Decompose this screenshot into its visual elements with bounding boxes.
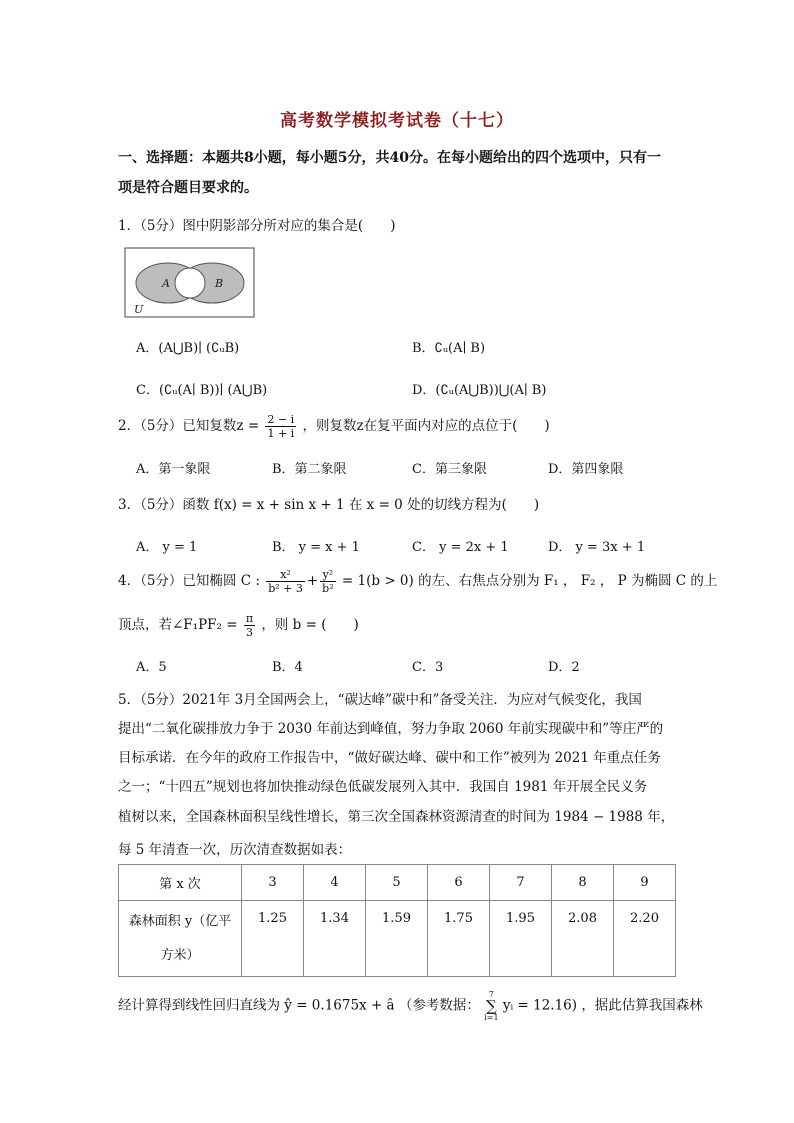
table-row-x <box>119 865 676 901</box>
q2-stem-before: 2．（5分）已知复数z = <box>118 418 260 434</box>
table-cell: 4 <box>304 865 366 901</box>
q2-fraction <box>265 413 296 440</box>
section-heading-line1: 一、选择题：本题共8小题，每小题5分，共40分。在每小题给出的四个选项中，只有一 <box>118 150 661 166</box>
sigma-icon: ∑ <box>486 997 497 1015</box>
q4-stem-line2 <box>118 612 359 639</box>
table-cell: 8 <box>552 865 614 901</box>
q2-stem-after: ，则复数z在复平面内对应的点位于( ) <box>302 418 550 434</box>
table-header-y-line1: 森林面积 y（亿平 <box>128 913 232 929</box>
q4-frac3-den: 3 <box>245 626 253 639</box>
q4-fraction-y <box>320 568 335 595</box>
sum-top: 7 <box>488 990 494 999</box>
table-cell: 9 <box>614 865 676 901</box>
q4-option-c[interactable]: C．3 <box>412 660 444 675</box>
q5-line-5: 植树以来，全国森林面积呈线性增长，第三次全国森林资源清查的时间为 1984 − 1988 年， <box>118 809 675 825</box>
table-cell: 1.34 <box>304 901 366 977</box>
q1-option-d[interactable]: D．(∁ᵤ(A⋃B))⋃(A∣ B) <box>412 383 547 398</box>
q2-stem <box>118 413 550 440</box>
table-header-y <box>119 901 242 977</box>
q4-frac2-num: y² <box>320 568 335 582</box>
table-cell: 1.25 <box>242 901 304 977</box>
table-cell: 2.08 <box>552 901 614 977</box>
q5-last-after: ，据此估算我国森林 <box>581 997 703 1014</box>
venn-diagram <box>124 247 256 319</box>
q4-frac3-num: π <box>245 612 254 625</box>
table-cell: 3 <box>242 865 304 901</box>
q1-stem: 1．（5分）图中阴影部分所对应的集合是( ) <box>118 218 396 234</box>
q5-last-before: 经计算得到线性回归直线为 ŷ = 0.1675x + â （参考数据： <box>118 997 480 1014</box>
summation-sign <box>484 990 498 1022</box>
q4-plus: + <box>306 573 319 589</box>
q3-stem: 3．（5分）函数 f(x) = x + sin x + 1 在 x = 0 处的切线方程为( ) <box>118 497 540 513</box>
table-header-y-line2: 方米） <box>160 947 200 963</box>
label-u: U <box>134 303 144 316</box>
table-header-x: 第 x 次 <box>119 865 242 901</box>
q4-option-d[interactable]: D．2 <box>548 660 580 675</box>
label-b: B <box>215 277 224 290</box>
q5-last-line <box>118 990 703 1022</box>
q2-option-b[interactable]: B．第二象限 <box>272 462 347 477</box>
q5-line-1: 5．（5分）2021年 3月全国两会上，“碳达峰”碳中和”备受关注．为应对气候变化，我国 <box>118 692 642 708</box>
table-cell: 1.59 <box>366 901 428 977</box>
q4-fraction-angle <box>244 612 255 639</box>
q4-line2-before: 顶点，若∠F₁PF₂ = <box>118 617 238 633</box>
table-cell: 1.75 <box>428 901 490 977</box>
q1-option-c[interactable]: C．(∁ᵤ(A∣ B))∣ (A⋃B) <box>136 383 268 398</box>
intersection-unshaded <box>175 268 205 298</box>
q3-option-c[interactable]: C． y = 2x + 1 <box>412 540 509 555</box>
q1-option-a[interactable]: A．(A⋃B)∣ (∁ᵤB) <box>136 341 240 356</box>
table-cell: 2.20 <box>614 901 676 977</box>
table-cell: 5 <box>366 865 428 901</box>
q4-stem-before: 4．（5分）已知椭圆 C : <box>118 573 260 589</box>
q4-fraction-x <box>266 568 305 595</box>
q4-stem-line1 <box>118 568 717 595</box>
sum-bottom: i=1 <box>484 1013 499 1022</box>
q2-option-d[interactable]: D．第四象限 <box>548 462 624 477</box>
q4-frac1-den: b² + 3 <box>268 582 303 595</box>
table-cell: 6 <box>428 865 490 901</box>
q5-sum-expr: yᵢ = 12.16) <box>502 997 578 1014</box>
table-cell: 7 <box>490 865 552 901</box>
q4-option-a[interactable]: A．5 <box>136 660 167 675</box>
table-row-y <box>119 901 676 977</box>
page-title: 高考数学模拟考试卷（十七） <box>280 111 514 131</box>
q5-line-2: 提出“二氧化碳排放力争于 2030 年前达到峰值，努力争取 2060 年前实现碳中和”等庄严的 <box>118 721 664 737</box>
q2-frac-num: 2 − i <box>267 413 295 426</box>
q4-line2-after: ，则 b = ( ) <box>261 617 359 633</box>
q2-option-a[interactable]: A．第一象限 <box>136 462 211 477</box>
section-heading-line2: 项是符合题目要求的。 <box>118 180 258 196</box>
forest-data-table <box>118 864 676 977</box>
q4-frac1-num: x² <box>266 568 305 582</box>
q5-line-3: 目标承诺．在今年的政府工作报告中，“做好碳达峰、碳中和工作”被列为 2021 年重点任务 <box>118 750 661 766</box>
q4-option-b[interactable]: B．4 <box>272 660 303 675</box>
q1-option-b[interactable]: B．∁ᵤ(A∣ B) <box>412 341 486 356</box>
q3-option-d[interactable]: D． y = 3x + 1 <box>548 540 646 555</box>
table-cell: 1.95 <box>490 901 552 977</box>
q4-stem-after: = 1(b > 0) 的左、右焦点分别为 F₁ ， F₂ ， P 为椭圆 C 的上 <box>341 573 718 589</box>
q3-option-a[interactable]: A． y = 1 <box>136 540 198 555</box>
q2-frac-den: 1 + i <box>267 427 295 440</box>
label-a: A <box>162 277 170 290</box>
q3-option-b[interactable]: B． y = x + 1 <box>272 540 360 555</box>
q2-option-c[interactable]: C．第三象限 <box>412 462 487 477</box>
q4-frac2-den: b² <box>322 582 334 595</box>
q5-line-4: 之一；“十四五”规划也将加快推动绿色低碳发展列入其中．我国自 1981 年开展全民义务 <box>118 779 648 795</box>
q5-line-6: 每 5 年清查一次，历次清查数据如表： <box>118 842 352 858</box>
